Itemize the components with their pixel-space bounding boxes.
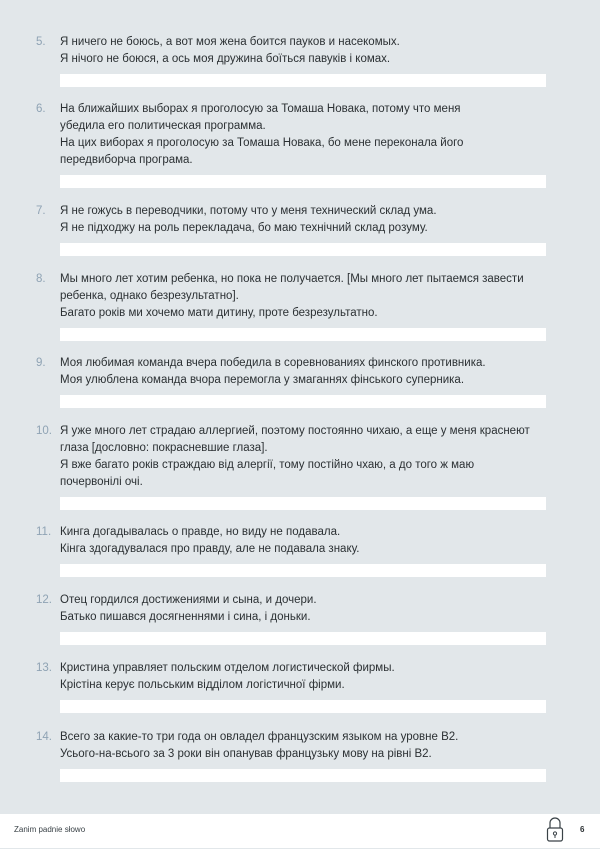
answer-field[interactable]: [60, 700, 546, 713]
text-line: почервонілі очі.: [60, 476, 143, 488]
exercise-item-7: [36, 203, 563, 256]
item-number: 14.: [36, 731, 52, 743]
text-line: Кинга догадывалась о правде, но виду не подавала.: [60, 526, 341, 538]
text-line: На ближайших выборах я проголосую за Томаша Новака, потому что меня: [60, 103, 461, 115]
text-line: Багато років ми хочемо мати дитину, проте безрезультатно.: [60, 307, 378, 319]
item-number: 7.: [36, 205, 46, 217]
exercise-item-8: [36, 271, 563, 341]
answer-field[interactable]: [60, 497, 546, 510]
text-line: Батько пишався досягненнями і сина, і доньки.: [60, 611, 311, 623]
text-line: Я нічого не боюся, а ось моя дружина боїться павуків і комах.: [60, 53, 391, 65]
exercise-item-13: [36, 660, 563, 713]
item-text: [60, 203, 563, 237]
exercise-item-9: [36, 355, 563, 408]
answer-field[interactable]: [60, 564, 546, 577]
text-line: Мы много лет хотим ребенка, но пока не получается. [Мы много лет пытаемся завести: [60, 273, 524, 285]
text-line: Отец гордился достижениями и сына, и дочери.: [60, 594, 317, 606]
page-footer: [0, 814, 600, 848]
exercise-item-14: [36, 729, 563, 782]
exercise-item-11: [36, 524, 563, 577]
exercise-item-12: [36, 592, 563, 645]
text-line: убедила его политическая программа.: [60, 120, 266, 132]
item-number: 5.: [36, 36, 46, 48]
item-number: 12.: [36, 594, 52, 606]
text-line: Моя улюблена команда вчора перемогла у змаганнях фінського суперника.: [60, 374, 465, 386]
item-number: 13.: [36, 662, 52, 674]
text-line: глаза [дословно: покрасневшие глаза].: [60, 442, 268, 454]
text-line: Крістіна керує польським відділом логістичної фірми.: [60, 679, 345, 691]
item-text: [60, 729, 563, 763]
answer-field[interactable]: [60, 175, 546, 188]
text-line: Я уже много лет страдаю аллергией, поэтому постоянно чихаю, а еще у меня краснеют: [60, 425, 530, 437]
item-number: 10.: [36, 425, 52, 437]
item-text: [60, 524, 563, 558]
page-number: 6: [580, 825, 585, 834]
item-number: 8.: [36, 273, 46, 285]
item-text: [60, 34, 563, 68]
text-line: Усього-на-всього за 3 роки він опанував французьку мову на рівні B2.: [60, 748, 432, 760]
text-line: ребенка, однако безрезультатно].: [60, 290, 239, 302]
item-text: [60, 271, 563, 322]
answer-field[interactable]: [60, 243, 546, 256]
item-number: 9.: [36, 357, 46, 369]
text-line: Кристина управляет польским отделом логистической фирмы.: [60, 662, 395, 674]
item-text: [60, 101, 563, 169]
exercise-item-10: [36, 423, 563, 510]
answer-field[interactable]: [60, 74, 546, 87]
text-line: Я не підходжу на роль перекладача, бо маю технічний склад розуму.: [60, 222, 428, 234]
padlock-icon: [545, 816, 565, 844]
text-line: Я не гожусь в переводчики, потому что у меня технический склад ума.: [60, 205, 437, 217]
answer-field[interactable]: [60, 328, 546, 341]
exercise-item-5: [36, 34, 563, 87]
item-number: 11.: [36, 526, 52, 538]
text-line: Кінга здогадувалася про правду, але не подавала знаку.: [60, 543, 360, 555]
text-line: На цих виборах я проголосую за Томаша Новака, бо мене переконала його: [60, 137, 464, 149]
answer-field[interactable]: [60, 769, 546, 782]
item-number: 6.: [36, 103, 46, 115]
text-line: Моя любимая команда вчера победила в соревнованиях финского противника.: [60, 357, 486, 369]
text-line: Всего за какие-то три года он овладел французским языком на уровне B2.: [60, 731, 459, 743]
text-line: Я вже багато років страждаю від алергії, тому постійно чхаю, а до того ж маю: [60, 459, 475, 471]
book-title: Zanim padnie słowo: [14, 825, 86, 834]
exercise-item-6: [36, 101, 563, 188]
text-line: Я ничего не боюсь, а вот моя жена боится пауков и насекомых.: [60, 36, 400, 48]
item-text: [60, 660, 563, 694]
item-text: [60, 592, 563, 626]
answer-field[interactable]: [60, 632, 546, 645]
item-text: [60, 355, 563, 389]
answer-field[interactable]: [60, 395, 546, 408]
item-text: [60, 423, 563, 491]
text-line: передвиборча програма.: [60, 154, 193, 166]
